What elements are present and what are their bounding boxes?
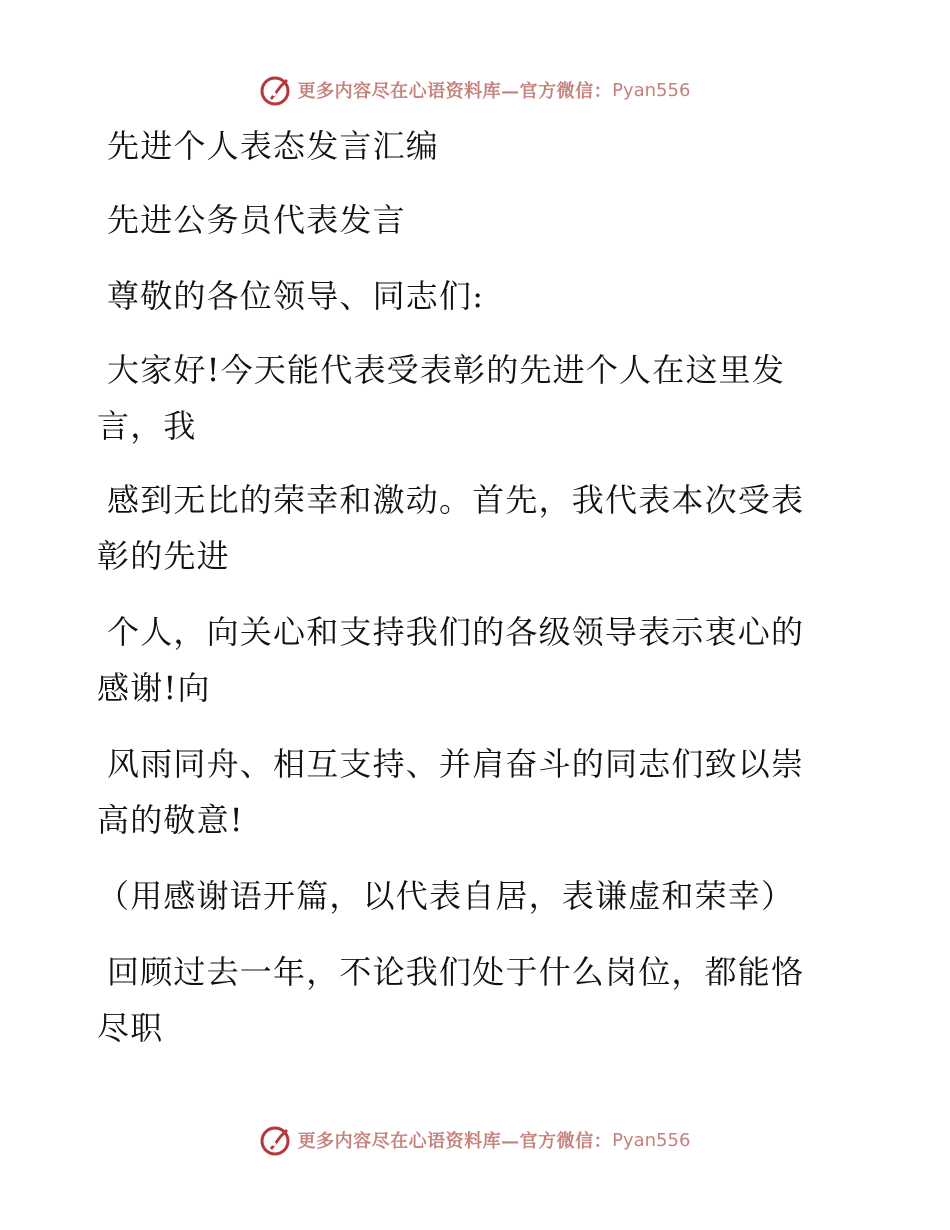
footer-banner-wechat: Pyan556 [612, 1129, 691, 1151]
footer-banner-text: 更多内容尽在心语资料库—官方微信： [297, 1131, 613, 1152]
paragraph-line: 风雨同舟、相互支持、并肩奋斗的同志们致以崇 [107, 745, 805, 783]
document-title: 先进个人表态发言汇编 [107, 127, 440, 165]
annotation-line: （用感谢语开篇，以代表自居，表谦虚和荣幸） [97, 877, 795, 915]
paragraph-line: 感到无比的荣幸和激动。首先，我代表本次受表 [107, 481, 805, 519]
document-subtitle: 先进公务员代表发言 [107, 201, 406, 239]
salutation: 尊敬的各位领导、同志们: [107, 277, 485, 315]
footer-banner [0, 1120, 950, 1160]
pen-nib-seal-icon [260, 1123, 294, 1157]
paragraph-line: 彰的先进 [97, 537, 230, 575]
paragraph-line: 尽职 [97, 1009, 164, 1047]
paragraph-line: 大家好!今天能代表受表彰的先进个人在这里发 [107, 351, 786, 389]
header-banner-wechat: Pyan556 [612, 79, 691, 101]
paragraph-line: 感谢!向 [97, 669, 211, 707]
paragraph-line: 个人，向关心和支持我们的各级领导表示衷心的 [107, 613, 805, 651]
paragraph-line: 言，我 [97, 407, 197, 445]
header-banner [0, 70, 950, 110]
paragraph-line: 回顾过去一年，不论我们处于什么岗位，都能恪 [107, 953, 805, 991]
header-banner-text: 更多内容尽在心语资料库—官方微信： [297, 81, 613, 102]
paragraph-line: 高的敬意! [97, 801, 244, 839]
pen-nib-seal-icon [260, 73, 294, 107]
